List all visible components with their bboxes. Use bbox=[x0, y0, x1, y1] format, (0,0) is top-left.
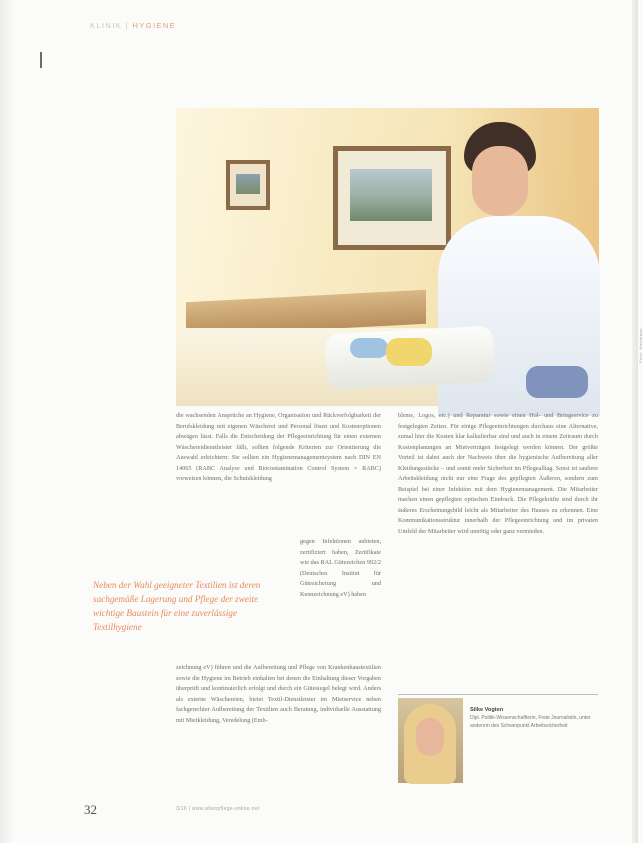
section-header bbox=[90, 21, 176, 30]
section-separator: | bbox=[125, 21, 130, 30]
article-column-1-bottom bbox=[176, 663, 381, 726]
section-prefix: KLINIK bbox=[90, 21, 123, 30]
article-paragraph: gegen Infektionen anbieten, zertifiziert haben, Zertifikate wie das RAL Gütezeichen 992/2 (Deutsches Institut für Gütesicherung und Kennzeichnung eV) haben bbox=[300, 538, 381, 598]
author-divider bbox=[398, 694, 598, 695]
article-paragraph: bleme, Logos, etc.) und Reparatur sowie einen Hol- und Bringservice zu festgelegten Zeiten. Für einige Pflegeeinrichtungen durchaus eine Alternative, zumal hier die Kosten klar kalkulierbar sind und auch in einem Zeitraum durch Kostenplanungen an Mietverträgen festgelegt werden können. Der größte Vorteil ist dabei auch der Nachweis über die hygienische Aufbereitung aller Kleidungsstücke – und somit mehr Sicherheit im Pflegealltag. Sonst ist saubere Arbeitskleidung nicht nur eine Frage des gepflegten Äußeren, sondern zum Beispiel bei einer Infektion mit dem Hygienemanagement. Die Mitarbeiter machen einen gepflegten optischen Eindruck. Die Pflegekräfte sind durch ihr äußeres Erscheinungsbild leicht als Mitarbeiter des Hauses zu erkennen. Eine Kommunikationsstruktur innerhalb der Pflegeeinrichtung und im privaten Umfeld der Mitarbeiter wird unnötig oder ganz vermieden. bbox=[398, 412, 598, 535]
photo-credit: Foto: Hartmann bbox=[638, 328, 643, 363]
footer-issue: 3/16 bbox=[176, 806, 187, 812]
page-footer bbox=[176, 806, 260, 812]
page-edge bbox=[632, 0, 638, 843]
footer-separator: | bbox=[188, 806, 191, 812]
article-photo bbox=[176, 108, 599, 406]
footer-url: www.altenpflege-online.net bbox=[191, 806, 260, 812]
article-paragraph: die wachsenden Ansprüche an Hygiene, Organisation und Rückverfolgbarkeit der Berufskleidung mit eigenen Wäscherei und Personal lösen und Kostenoptionen abwägen lässt. Falls die Entscheidung der Pflegeeinrichtung für einen externen Wäschereidienstleister fällt, sollten folgende Kriterien zur Orientierung die Auswahl erleichtern: Sie sollten ein Hygienemanagementsystem nach DIN EN 14065 (RABC Analyse und Biocontamination Control System = RABC) vorweisen können, die Schutzkleidung bbox=[176, 412, 381, 482]
photo-blue-towel bbox=[350, 338, 388, 358]
page-number: 32 bbox=[84, 802, 97, 817]
page-fold-shadow bbox=[0, 0, 14, 843]
article-column-1-top bbox=[176, 411, 381, 485]
section-title: HYGIENE bbox=[132, 21, 177, 30]
author-info: Dipl. Politik-Wissenschaftlerin, Freie Journalistin, unter anderem des Schwerpunkt Arbeitssicherheit bbox=[470, 715, 591, 729]
author-portrait bbox=[398, 698, 463, 783]
margin-mark bbox=[40, 52, 42, 68]
photo-nurse-face bbox=[472, 146, 528, 216]
photo-nurse-sleeve bbox=[526, 366, 588, 398]
article-column-1-narrow bbox=[300, 537, 381, 600]
photo-yellow-towel bbox=[386, 338, 432, 366]
author-box bbox=[470, 706, 598, 730]
photo-large-picture-frame bbox=[333, 146, 451, 250]
author-name: Silke Vogten bbox=[470, 707, 504, 713]
pull-quote: Neben der Wahl geeigneter Textilien ist deren sachgemäße Lagerung und Pflege der zweite wichtige Baustein für eine zuverlässige Textilhygiene bbox=[93, 580, 261, 632]
article-paragraph: zeichnung eV) führen und die Aufbereitung und Pflege von Krankenhaustextilien sowie die Hygiene im Betrieb einhalten bei denen die Einhaltung dieser Vorgaben überprüft und kontinuierlich erfolgt und durch ein Gütesiegel belegt wird. Anders als externe Wäschereien, bietet Textil-Dienstleister im Mietservice neben fachgerechter Aufbereitung der Textilien auch Beratung, individuelle Ausstattung mit Mietkleidung, Veredelung (Emb- bbox=[176, 664, 381, 724]
article-column-2 bbox=[398, 411, 598, 537]
photo-small-picture-frame bbox=[226, 160, 270, 210]
